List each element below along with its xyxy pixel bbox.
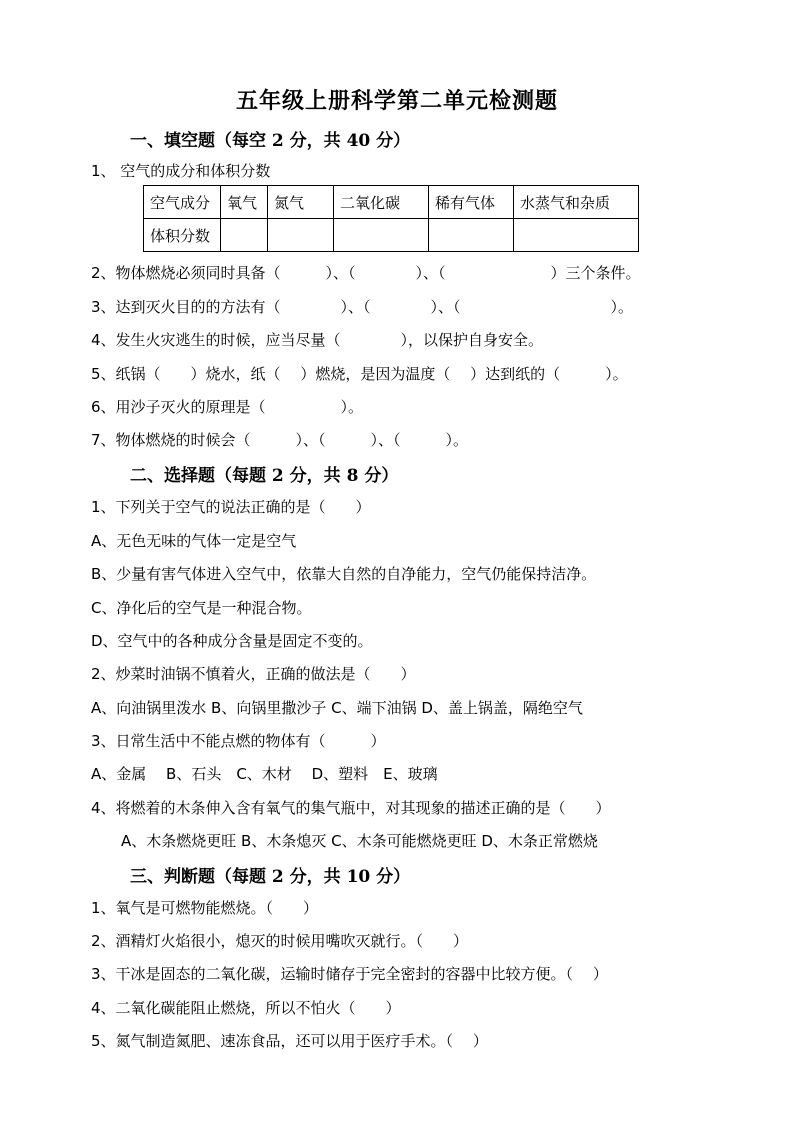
s1-question-7: 7、物体燃烧的时候会（ ）、（ ）、（ ）。 <box>91 431 469 449</box>
s1-question-1: 1、 空气的成分和体积分数 <box>91 162 271 180</box>
s2-question-2: 2、炒菜时油锅不慎着火，正确的做法是（ ） <box>91 665 416 683</box>
table-cell: 二氧化碳 <box>334 186 429 219</box>
s3-question-5: 5、氮气制造氮肥、速冻食品，还可以用于医疗手术。（ ） <box>91 1032 488 1050</box>
s3-question-4: 4、二氧化碳能阻止燃烧，所以不怕火（ ） <box>91 999 401 1017</box>
s2-q1-option-c: C、净化后的空气是一种混合物。 <box>91 599 312 617</box>
s2-q1-option-a: A、无色无味的气体一定是空气 <box>91 532 297 550</box>
table-cell: 水蒸气和杂质 <box>514 186 639 219</box>
s2-question-1: 1、下列关于空气的说法正确的是（ ） <box>91 498 371 516</box>
answer-cell[interactable] <box>514 219 639 252</box>
s3-question-2: 2、酒精灯火焰很小，熄灭的时候用嘴吹灭就行。（ ） <box>91 932 469 950</box>
s2-question-4: 4、将燃着的木条伸入含有氧气的集气瓶中，对其现象的描述正确的是（ ） <box>91 799 611 817</box>
section3-heading: 三、判断题（每题 2 分，共 10 分） <box>130 867 411 887</box>
s2-q3-options: A、金属 B、石头 C、木材 D、塑料 E、玻璃 <box>91 765 438 783</box>
section2-heading: 二、选择题（每题 2 分，共 8 分） <box>130 466 399 486</box>
s2-question-3: 3、日常生活中不能点燃的物体有（ ） <box>91 732 386 750</box>
s1-question-2: 2、物体燃烧必须同时具备（ ）、（ ）、（ ）三个条件。 <box>91 264 641 282</box>
s3-question-3: 3、干冰是固态的二氧化碳，运输时储存于完全密封的容器中比较方便。（ ） <box>91 965 608 983</box>
page-title: 五年级上册科学第二单元检测题 <box>235 88 558 114</box>
table-row <box>144 219 639 252</box>
table-cell: 氮气 <box>268 186 334 219</box>
s1-question-4: 4、发生火灾逃生的时候，应当尽量（ ），以保护自身安全。 <box>91 331 544 349</box>
s2-q1-option-b: B、少量有害气体进入空气中，依靠大自然的自净能力，空气仍能保持洁净。 <box>91 565 597 583</box>
answer-cell[interactable] <box>268 219 334 252</box>
table-cell: 氧气 <box>221 186 268 219</box>
s1-question-5: 5、纸锅（ ）烧水，纸（ ）燃烧，是因为温度（ ）达到纸的（ ）。 <box>91 365 628 383</box>
table-cell: 稀有气体 <box>429 186 514 219</box>
s1-question-6: 6、用沙子灭火的原理是（ ）。 <box>91 398 364 416</box>
s1-question-3: 3、达到灭火目的的方法有（ ）、（ ）、（ ）。 <box>91 298 634 316</box>
s2-q1-option-d: D、空气中的各种成分含量是固定不变的。 <box>91 632 373 650</box>
air-composition-table <box>143 185 639 252</box>
answer-cell[interactable] <box>221 219 268 252</box>
table-cell: 体积分数 <box>144 219 221 252</box>
section1-heading: 一、填空题（每空 2 分，共 40 分） <box>130 131 411 151</box>
answer-cell[interactable] <box>429 219 514 252</box>
s2-q2-options: A、向油锅里泼水 B、向锅里撒沙子 C、端下油锅 D、盖上锅盖，隔绝空气 <box>91 699 583 717</box>
s3-question-1: 1、氧气是可燃物能燃烧。（ ） <box>91 899 319 917</box>
table-header-row <box>144 186 639 219</box>
s2-q4-options: A、木条燃烧更旺 B、木条熄灭 C、木条可能燃烧更旺 D、木条正常燃烧 <box>121 832 598 850</box>
answer-cell[interactable] <box>334 219 429 252</box>
table-cell: 空气成分 <box>144 186 221 219</box>
